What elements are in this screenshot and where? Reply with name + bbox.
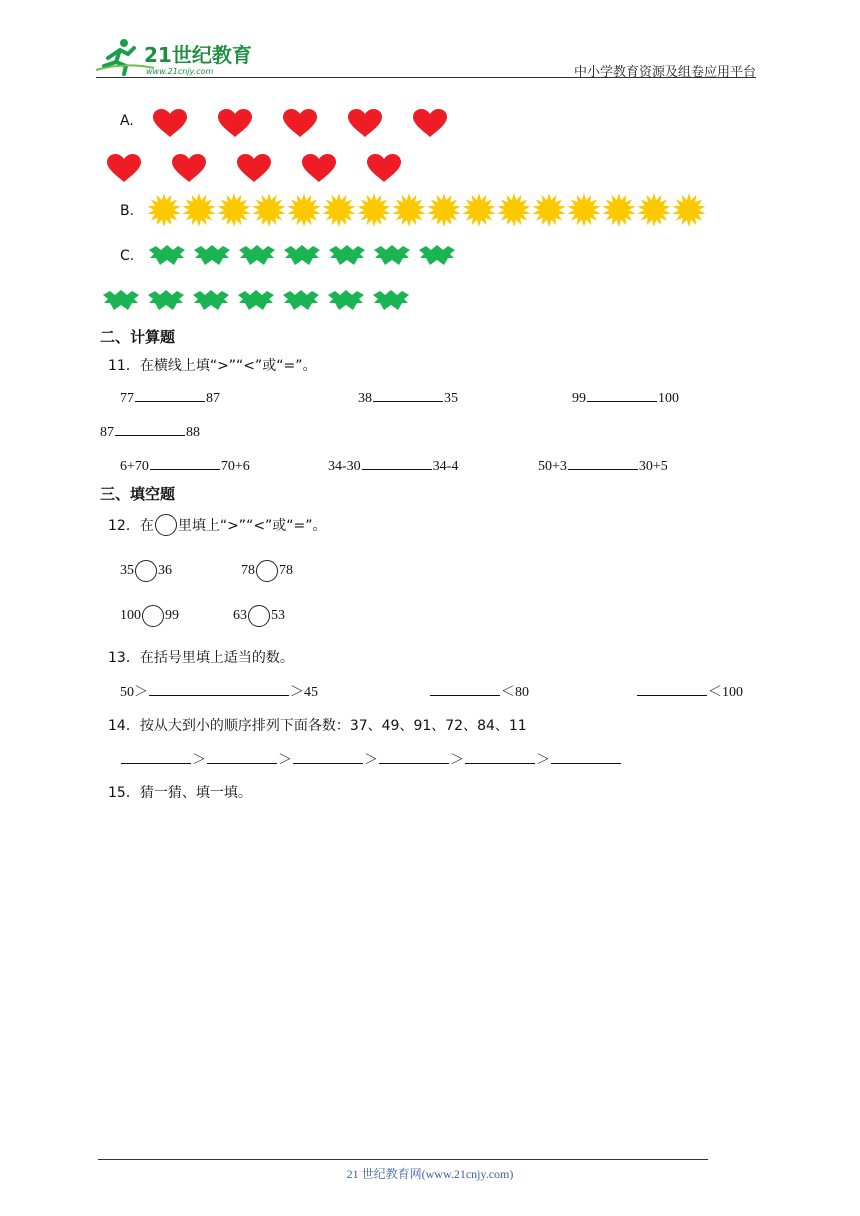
answer-blank[interactable] [379, 751, 449, 764]
answer-blank[interactable] [362, 457, 432, 470]
answer-blank[interactable] [587, 389, 657, 402]
answer-blank[interactable] [150, 457, 220, 470]
heart-icon [236, 153, 272, 183]
heart-icon [171, 153, 207, 183]
q13-item: ＜80 [429, 681, 529, 701]
sun-star-icon [637, 192, 671, 228]
answer-blank[interactable] [637, 683, 707, 696]
footer-text: 21 世纪教育网(www.21cnjy.com) [346, 1167, 514, 1181]
q11-item: 50+3 30+5 [538, 459, 668, 474]
answer-blank[interactable] [121, 751, 191, 764]
q11-item: 6+70 70+6 [120, 459, 250, 474]
green-leaf-icon [373, 244, 411, 266]
section-3-title: 三、填空题 [100, 485, 176, 503]
q12-item: 78 78 [241, 560, 293, 582]
heart-icon [106, 153, 142, 183]
answer-circle[interactable] [135, 560, 157, 582]
heart-icon [412, 108, 448, 138]
q13-prompt: 13．在括号里填上适当的数。 [108, 650, 294, 666]
sun-star-icon [147, 192, 181, 228]
answer-blank[interactable] [293, 751, 363, 764]
option-a-row1 [152, 108, 448, 138]
heart-icon [152, 108, 188, 138]
sun-star-icon [497, 192, 531, 228]
option-b-label: B. [120, 203, 135, 219]
section-2-title: 二、计算题 [100, 328, 176, 346]
sun-star-icon [462, 192, 496, 228]
sun-star-icon [602, 192, 636, 228]
q15-prompt: 15．猜一猜、填一填。 [108, 785, 252, 801]
q13-item: ＜100 [636, 681, 743, 701]
q12-item: 35 36 [120, 560, 172, 582]
answer-blank[interactable] [568, 457, 638, 470]
q14-answer-row: ＞ ＞ ＞ ＞ ＞ [120, 749, 622, 769]
answer-circle[interactable] [256, 560, 278, 582]
q12-item: 63 53 [233, 605, 285, 627]
answer-blank[interactable] [465, 751, 535, 764]
green-leaf-icon [282, 289, 320, 311]
option-c-row2 [102, 289, 410, 311]
svg-text:21世纪教育: 21世纪教育 [144, 43, 252, 67]
sun-star-icon [672, 192, 706, 228]
q14-prompt: 14．按从大到小的顺序排列下面各数：37、49、91、72、84、11 [108, 718, 527, 734]
green-leaf-icon [372, 289, 410, 311]
green-leaf-icon [283, 244, 321, 266]
q11-item: 87 88 [100, 425, 200, 440]
q12-prompt: 12．在 里填上“>”“<”或“=”。 [108, 514, 327, 536]
green-leaf-icon [102, 289, 140, 311]
answer-circle[interactable] [248, 605, 270, 627]
header-divider [96, 77, 756, 78]
sun-star-icon [427, 192, 461, 228]
green-leaf-icon [418, 244, 456, 266]
sun-star-icon [217, 192, 251, 228]
green-leaf-icon [328, 244, 366, 266]
svg-text:www.21cnjy.com: www.21cnjy.com [146, 67, 214, 76]
green-leaf-icon [147, 289, 185, 311]
option-c-label: C. [120, 248, 135, 264]
answer-blank[interactable] [551, 751, 621, 764]
sun-star-icon [252, 192, 286, 228]
heart-icon [301, 153, 337, 183]
green-leaf-icon [148, 244, 186, 266]
heart-icon [217, 108, 253, 138]
sun-star-icon [567, 192, 601, 228]
sun-star-icon [392, 192, 426, 228]
answer-blank[interactable] [207, 751, 277, 764]
sun-star-icon [287, 192, 321, 228]
option-b-row [147, 192, 706, 228]
q13-item: 50＞ ＞45 [120, 685, 318, 700]
option-a-label: A. [120, 113, 134, 129]
answer-blank[interactable] [149, 683, 289, 696]
answer-circle[interactable] [142, 605, 164, 627]
option-a-row2 [106, 153, 402, 183]
green-leaf-icon [327, 289, 365, 311]
q12-item: 100 99 [120, 605, 179, 627]
heart-icon [282, 108, 318, 138]
q11-item: 99 100 [572, 391, 679, 406]
site-logo [94, 36, 256, 78]
heart-icon [366, 153, 402, 183]
circle-symbol [155, 514, 177, 536]
green-leaf-icon [237, 289, 275, 311]
green-leaf-icon [193, 244, 231, 266]
option-c-row1 [148, 244, 456, 266]
answer-blank[interactable] [135, 389, 205, 402]
answer-blank[interactable] [115, 423, 185, 436]
q11-item: 38 35 [358, 391, 458, 406]
answer-blank[interactable] [430, 683, 500, 696]
sun-star-icon [182, 192, 216, 228]
green-leaf-icon [238, 244, 276, 266]
sun-star-icon [532, 192, 566, 228]
answer-blank[interactable] [373, 389, 443, 402]
q11-prompt: 11．在横线上填“>”“<”或“=”。 [108, 358, 317, 374]
heart-icon [347, 108, 383, 138]
green-leaf-icon [192, 289, 230, 311]
sun-star-icon [357, 192, 391, 228]
footer-divider [98, 1159, 708, 1160]
q11-item: 77 87 [120, 391, 220, 406]
sun-star-icon [322, 192, 356, 228]
q11-item: 34-30 34-4 [328, 459, 459, 474]
header-platform-text: 中小学教育资源及组卷应用平台 [573, 65, 756, 80]
